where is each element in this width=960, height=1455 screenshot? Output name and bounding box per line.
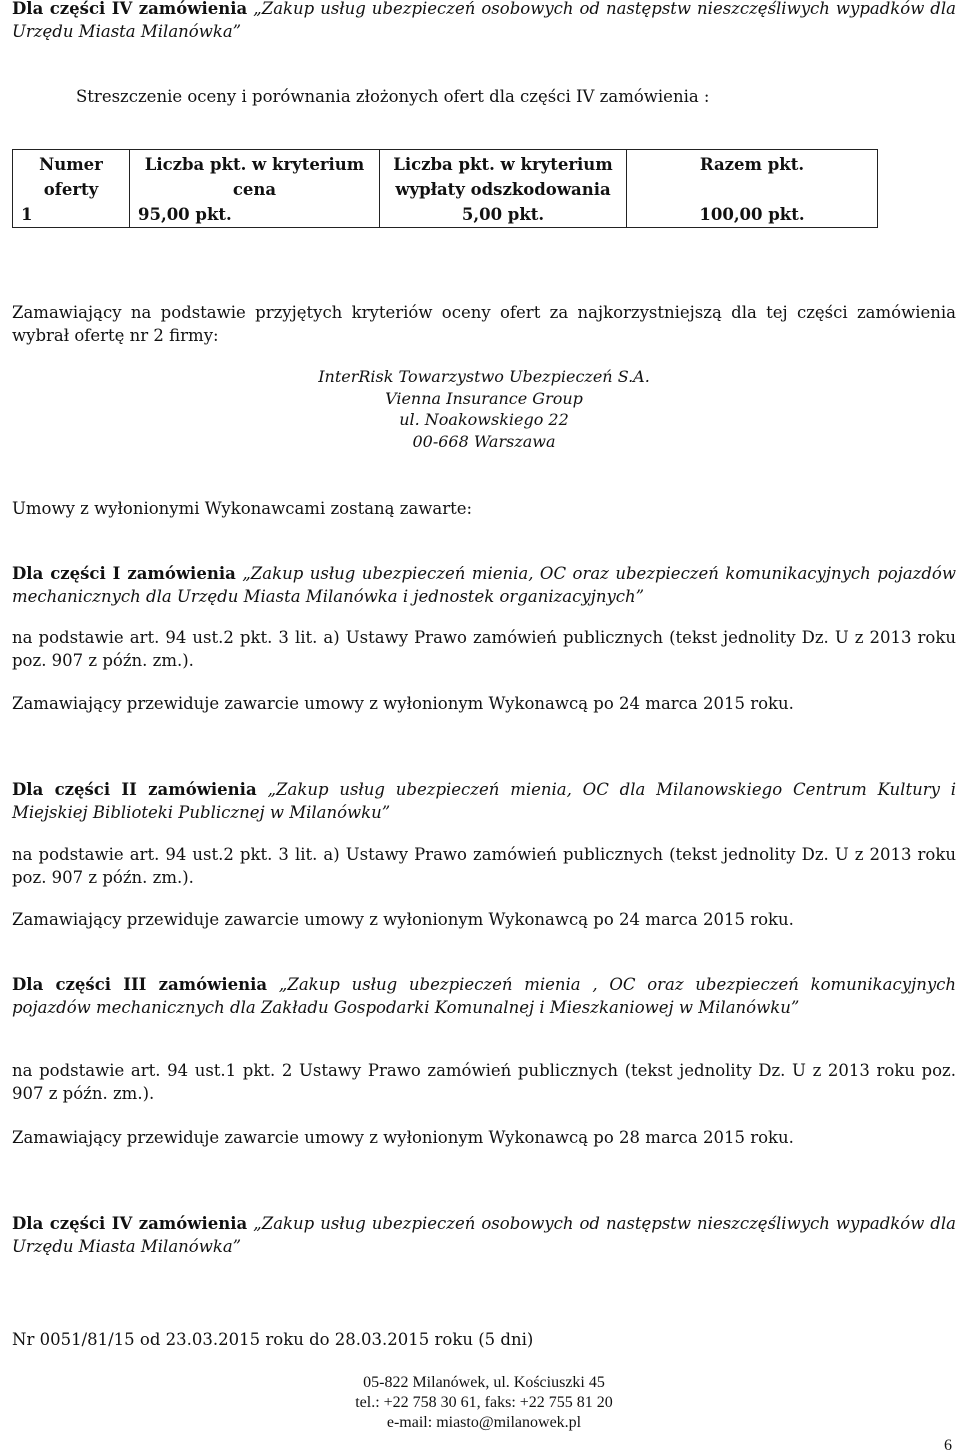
part-2-description: „Zakup usług ubezpieczeń mienia, OC dla Milanowskiego Centrum Kultury i Miejskiej Biblioteki Publicznej w Milanówku” <box>12 780 957 822</box>
part-4-label: Dla części IV zamówienia <box>12 1214 248 1233</box>
page-number: 6 <box>944 1437 952 1454</box>
total-points-cell: 100,00 pkt. <box>627 202 878 228</box>
part-1-label: Dla części I zamówienia <box>12 564 236 583</box>
winner-name: InterRisk Towarzystwo Ubezpieczeń S.A. <box>318 367 650 386</box>
part-2-heading <box>12 778 956 824</box>
compensation-points-cell: 5,00 pkt. <box>380 202 627 228</box>
offer-number-cell: 1 <box>13 202 130 228</box>
selection-paragraph: Zamawiający na podstawie przyjętych kryteriów oceny ofert za najkorzystniejszą dla tej części zamówienia wybrał ofertę nr 2 firmy: <box>12 303 956 345</box>
top-section-heading <box>12 0 956 43</box>
header-price-points: Liczba pkt. w kryterium cena <box>130 150 380 203</box>
part-2-legal-basis: na podstawie art. 94 ust.2 pkt. 3 lit. a) Ustawy Prawo zamówień publicznych (tekst jednolity Dz. U z 2013 roku poz. 907 z późn. zm.). <box>12 845 956 887</box>
part-4-heading <box>12 1212 956 1258</box>
price-points-cell: 95,00 pkt. <box>130 202 380 228</box>
part-1-heading <box>12 562 956 608</box>
header-compensation-points: Liczba pkt. w kryterium wypłaty odszkodowania <box>380 150 627 203</box>
part-3-label: Dla części III zamówienia <box>12 975 268 994</box>
part-1-forecast: Zamawiający przewiduje zawarcie umowy z wyłonionym Wykonawcą po 24 marca 2015 roku. <box>12 694 794 713</box>
contracts-intro: Umowy z wyłonionymi Wykonawcami zostaną zawarte: <box>12 499 473 518</box>
part-2-label: Dla części II zamówienia <box>12 780 257 799</box>
scores-header-row <box>13 150 878 203</box>
part-1-legal-basis: na podstawie art. 94 ust.2 pkt. 3 lit. a) Ustawy Prawo zamówień publicznych (tekst jednolity Dz. U z 2013 roku poz. 907 z późn. zm.). <box>12 628 956 670</box>
scores-table <box>12 149 878 228</box>
summary-title: Streszczenie oceny i porównania złożonych ofert dla części IV zamówienia : <box>76 87 710 106</box>
top-section-description: „Zakup usług ubezpieczeń osobowych od następstw nieszczęśliwych wypadków dla Urzędu Miasta Milanówka” <box>12 0 956 41</box>
part-1-description: „Zakup usług ubezpieczeń mienia, OC oraz ubezpieczeń komunikacyjnych pojazdów mechanicznych dla Urzędu Miasta Milanówka i jednostek organizacyjnych” <box>12 564 956 606</box>
part-2-forecast: Zamawiający przewiduje zawarcie umowy z wyłonionym Wykonawcą po 24 marca 2015 roku. <box>12 910 794 929</box>
header-total-points: Razem pkt. <box>627 150 878 203</box>
footer-phone: tel.: +22 758 30 61, faks: +22 755 81 20 <box>355 1394 613 1411</box>
footer-address: 05-822 Milanówek, ul. Kościuszki 45 <box>363 1374 605 1391</box>
winner-city: 00-668 Warszawa <box>412 431 556 451</box>
part-3-description: „Zakup usług ubezpieczeń mienia , OC oraz ubezpieczeń komunikacyjnych pojazdów mechanicznych dla Zakładu Gospodarki Komunalnej i Mieszkaniowej w Milanówku” <box>12 975 957 1017</box>
footer-email: e-mail: miasto@milanowek.pl <box>386 1414 582 1431</box>
top-section-label: Dla części IV zamówienia <box>12 0 248 18</box>
scores-data-row <box>13 202 878 228</box>
header-offer-number: Numer oferty <box>13 150 130 203</box>
part-3-legal-basis: na podstawie art. 94 ust.1 pkt. 2 Ustawy Prawo zamówień publicznych (tekst jednolity Dz. U z 2013 roku poz. 907 z późn. zm.). <box>12 1061 956 1103</box>
part-3-heading <box>12 973 956 1019</box>
winner-address-block <box>12 366 956 452</box>
winner-group: Vienna Insurance Group <box>385 388 583 408</box>
winner-street: ul. Noakowskiego 22 <box>399 410 569 429</box>
part-3-forecast: Zamawiający przewiduje zawarcie umowy z wyłonionym Wykonawcą po 28 marca 2015 roku. <box>12 1128 794 1147</box>
part-4-description: „Zakup usług ubezpieczeń osobowych od następstw nieszczęśliwych wypadków dla Urzędu Miasta Milanówka” <box>12 1214 956 1256</box>
footer-contact <box>12 1373 956 1433</box>
reference-number: Nr 0051/81/15 od 23.03.2015 roku do 28.03.2015 roku (5 dni) <box>12 1330 534 1349</box>
